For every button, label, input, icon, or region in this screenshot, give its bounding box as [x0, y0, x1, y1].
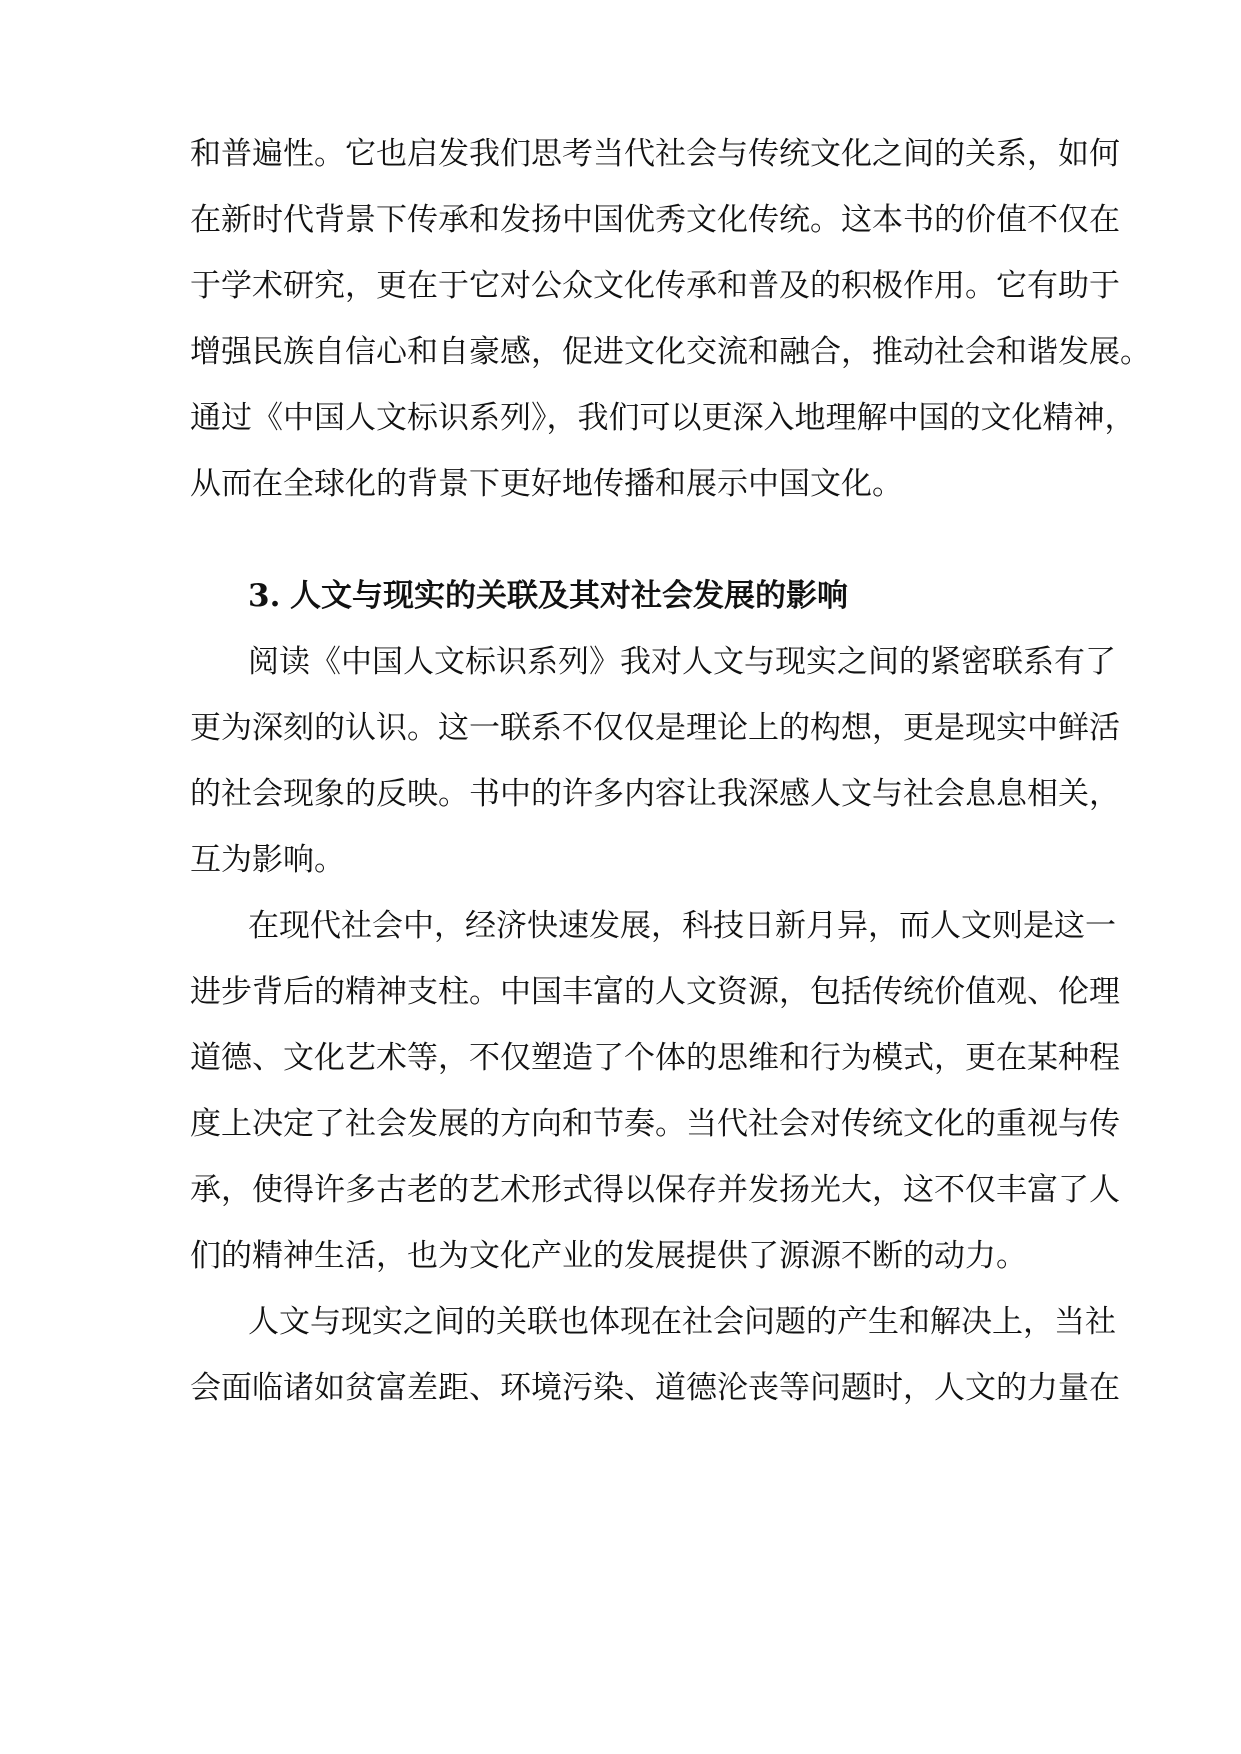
body-text-line: 和普遍性。它也启发我们思考当代社会与传统文化之间的关系，如何 — [190, 136, 1120, 172]
body-text-line: 阅读《中国人文标识系列》我对人文与现实之间的紧密联系有了 — [248, 644, 1116, 680]
body-text-line: 会面临诸如贫富差距、环境污染、道德沦丧等问题时，人文的力量在 — [190, 1370, 1120, 1406]
body-text-line: 从而在全球化的背景下更好地传播和展示中国文化。 — [190, 466, 903, 502]
body-text-line: 度上决定了社会发展的方向和节奏。当代社会对传统文化的重视与传 — [190, 1106, 1120, 1142]
body-text-line: 承，使得许多古老的艺术形式得以保存并发扬光大，这不仅丰富了人 — [190, 1172, 1120, 1208]
body-text-line: 人文与现实之间的关联也体现在社会问题的产生和解决上，当社 — [248, 1304, 1116, 1340]
body-text-line: 们的精神生活，也为文化产业的发展提供了源源不断的动力。 — [190, 1238, 1027, 1274]
body-text-line: 通过《中国人文标识系列》，我们可以更深入地理解中国的文化精神， — [190, 400, 1136, 436]
body-text-line: 互为影响。 — [190, 842, 345, 878]
body-text-line: 增强民族自信心和自豪感，促进文化交流和融合，推动社会和谐发展。 — [190, 334, 1151, 370]
body-text-line: 在现代社会中，经济快速发展，科技日新月异，而人文则是这一 — [248, 908, 1116, 944]
body-text-line: 于学术研究，更在于它对公众文化传承和普及的积极作用。它有助于 — [190, 268, 1120, 304]
body-text-line: 的社会现象的反映。书中的许多内容让我深感人文与社会息息相关， — [190, 776, 1120, 812]
body-text-line: 道德、文化艺术等，不仅塑造了个体的思维和行为模式，更在某种程 — [190, 1040, 1120, 1076]
body-text-line: 更为深刻的认识。这一联系不仅仅是理论上的构想，更是现实中鲜活 — [190, 710, 1120, 746]
section-heading — [248, 576, 1052, 616]
section-number: 3. — [248, 578, 281, 614]
body-text-line: 在新时代背景下传承和发扬中国优秀文化传统。这本书的价值不仅在 — [190, 202, 1120, 238]
body-text-line: 进步背后的精神支柱。中国丰富的人文资源，包括传统价值观、伦理 — [190, 974, 1120, 1010]
section-title: 人文与现实的关联及其对社会发展的影响 — [290, 578, 848, 614]
